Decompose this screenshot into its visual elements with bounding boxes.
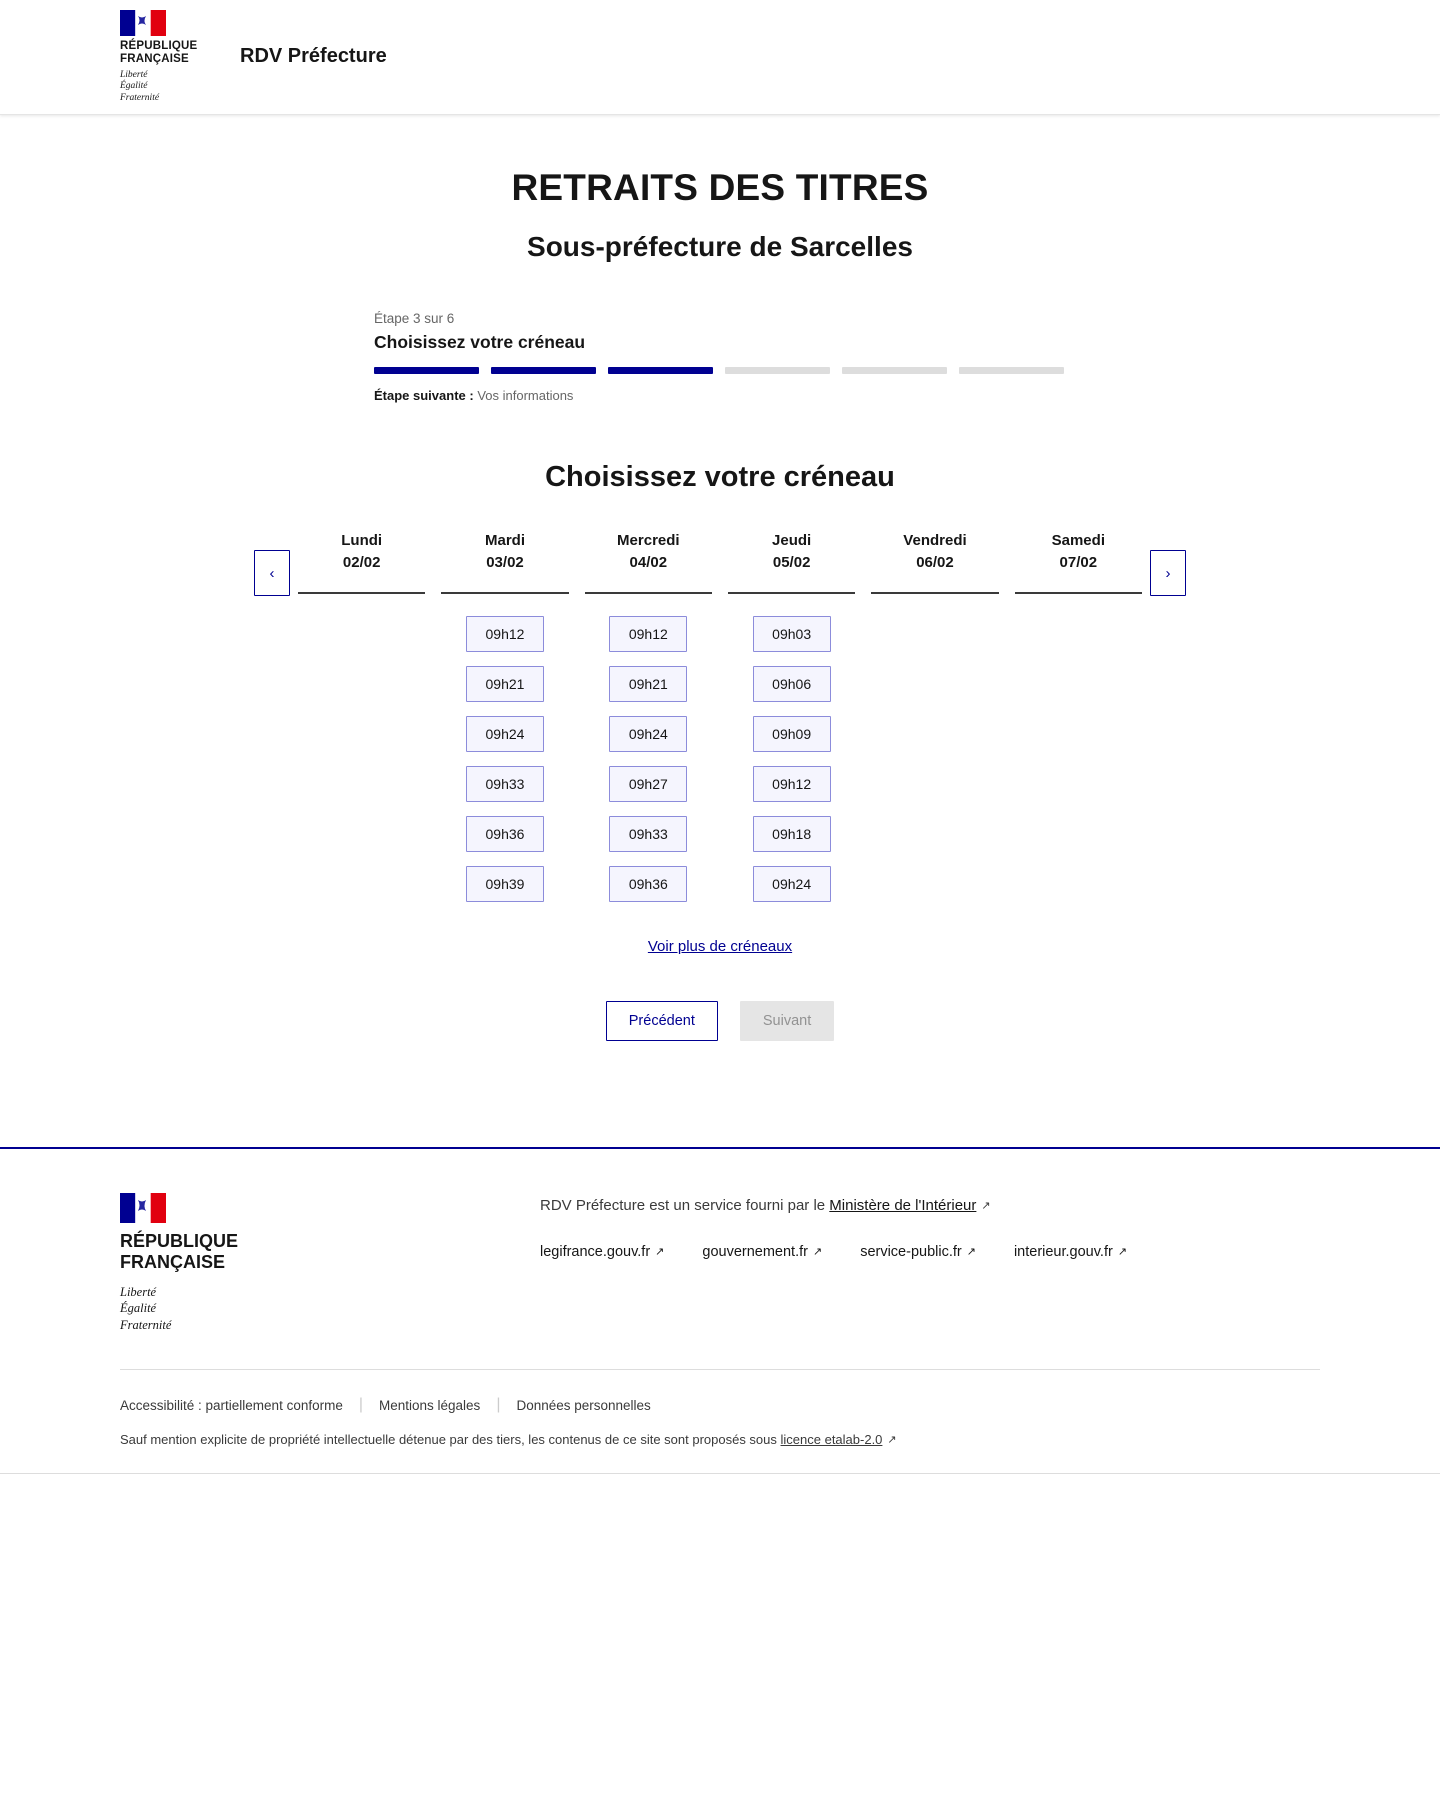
footer-link-service-public[interactable] [860,1244,976,1260]
ministry-link[interactable]: Ministère de l'Intérieur [829,1196,977,1214]
footer-bottom-links [120,1396,1320,1414]
chevron-right-icon[interactable]: › [1150,550,1186,596]
footer-legal-prefix: Sauf mention explicite de propriété intellectuelle détenue par des tiers, les contenus de ce site sont proposés sous [120,1432,781,1448]
day-name: Mercredi [617,532,680,549]
footer-link-label: legifrance.gouv.fr [540,1243,651,1260]
devise-fraternite: Fraternité [120,92,160,103]
day-column-jeudi [720,530,863,916]
day-name: Vendredi [903,532,967,549]
etalab-license-link[interactable]: licence etalab-2.0 [780,1432,883,1448]
footer-legal-notice-link[interactable]: Mentions légales [379,1397,481,1413]
divider: | [496,1396,501,1414]
slot-button[interactable]: 09h36 [466,816,544,852]
footer-link-interieur[interactable] [1014,1244,1127,1260]
external-link-icon: ↗ [966,1245,976,1258]
day-date: 05/02 [772,553,811,571]
site-title[interactable]: RDV Préfecture [240,45,387,68]
slot-button[interactable]: 09h33 [609,816,687,852]
footer-divider [0,1473,1440,1474]
logo-line-1: RÉPUBLIQUE [120,39,198,52]
footer-description-text: RDV Préfecture est un service fourni par le [540,1196,830,1214]
page-title: RETRAITS DES TITRES [511,167,929,208]
day-column-samedi [1007,530,1150,916]
footer-description [540,1197,1320,1214]
step-bar-2 [491,367,596,374]
republique-francaise-logo [120,10,216,104]
day-columns [290,530,1150,916]
slot-button[interactable]: 09h24 [753,866,831,902]
main-content [0,115,1440,1041]
day-header [585,530,712,594]
external-link-icon: ↗ [1117,1245,1128,1258]
brand-block [120,10,387,104]
next-button[interactable]: Suivant [740,1001,834,1041]
slot-button[interactable]: 09h39 [466,866,544,902]
footer-link-label: gouvernement.fr [702,1243,808,1260]
page-subtitle: Sous-préfecture de Sarcelles [527,231,913,262]
day-date: 06/02 [916,553,954,571]
footer-link-label: service-public.fr [860,1243,962,1260]
day-header [1015,530,1142,594]
footer-devise-fraternite: Fraternité [120,1317,172,1332]
previous-button[interactable]: Précédent [606,1001,718,1041]
day-name: Samedi [1051,532,1105,549]
external-link-icon: ↗ [812,1245,823,1258]
external-link-icon: ↗ [981,1199,991,1212]
day-header [871,530,998,594]
footer-devise-egalite: Égalité [120,1301,157,1316]
step-bar-1 [374,367,479,374]
day-name: Mardi [484,532,525,549]
slot-section-heading: Choisissez votre créneau [545,461,895,493]
slot-button[interactable]: 09h09 [753,716,831,752]
slot-button[interactable]: 09h36 [609,866,687,902]
slot-button[interactable]: 09h24 [609,716,687,752]
slot-button[interactable]: 09h33 [466,766,544,802]
day-column-vendredi [863,530,1006,916]
step-next-label: Étape suivante : [374,388,474,403]
footer-link-gouvernement[interactable] [702,1244,822,1260]
chevron-left-icon[interactable]: ‹ [254,550,290,596]
divider: | [358,1396,363,1414]
footer-devise [120,1284,540,1334]
french-flag-icon [120,10,166,36]
day-header [728,530,855,594]
logo-line-2: FRANÇAISE [120,52,189,65]
footer-devise-liberte: Liberté [120,1284,157,1299]
step-progress-bars [374,367,1064,374]
logo-devise [120,70,216,105]
stepper [374,311,1064,403]
day-name: Lundi [341,532,383,549]
slot-button[interactable]: 09h27 [609,766,687,802]
slot-button[interactable]: 09h06 [753,666,831,702]
day-column-mardi [433,530,576,916]
show-more-slots-link[interactable]: Voir plus de créneaux [647,937,793,955]
slot-button[interactable]: 09h03 [753,616,831,652]
footer-personal-data-link[interactable]: Données personnelles [516,1397,651,1413]
day-column-mercredi [577,530,720,916]
slot-calendar [254,530,1186,916]
slot-button[interactable]: 09h21 [466,666,544,702]
day-header [298,530,425,594]
step-title: Choisissez votre créneau [374,332,586,352]
step-count: Étape 3 sur 6 [374,311,455,326]
slot-button[interactable]: 09h18 [753,816,831,852]
footer-legal-text [120,1432,1320,1447]
day-date: 03/02 [486,553,524,571]
day-name: Jeudi [772,532,812,549]
external-link-icon: ↗ [887,1434,897,1447]
slot-button[interactable]: 09h24 [466,716,544,752]
site-header [0,0,1440,115]
slot-button[interactable]: 09h21 [609,666,687,702]
devise-liberte: Liberté [120,69,148,80]
footer-logo-line-1: RÉPUBLIQUE [120,1230,239,1251]
step-bar-4 [725,367,830,374]
french-flag-icon [120,1193,166,1223]
footer-top [120,1193,1320,1334]
footer-links [540,1244,1320,1260]
footer-bottom [120,1369,1320,1496]
site-footer [0,1147,1440,1497]
devise-egalite: Égalité [120,81,148,92]
footer-accessibility-link[interactable]: Accessibilité : partiellement conforme [120,1397,343,1413]
footer-link-legifrance[interactable] [540,1244,664,1260]
footer-link-label: interieur.gouv.fr [1013,1243,1113,1260]
footer-right [540,1193,1320,1334]
footer-logo [120,1193,540,1334]
day-date: 07/02 [1059,553,1098,571]
external-link-icon: ↗ [655,1245,665,1258]
step-bar-6 [959,367,1064,374]
step-next [374,388,1064,403]
footer-logo-line-2: FRANÇAISE [120,1252,226,1273]
slot-button[interactable]: 09h12 [753,766,831,802]
step-bar-3 [608,367,713,374]
slot-button[interactable]: 09h12 [609,616,687,652]
day-date: 02/02 [342,553,381,571]
day-header [441,530,568,594]
slot-button[interactable]: 09h12 [466,616,544,652]
day-date: 04/02 [629,553,668,571]
step-bar-5 [842,367,947,374]
step-next-value: Vos informations [473,388,574,403]
form-actions [0,1001,1440,1041]
day-column-lundi [290,530,433,916]
